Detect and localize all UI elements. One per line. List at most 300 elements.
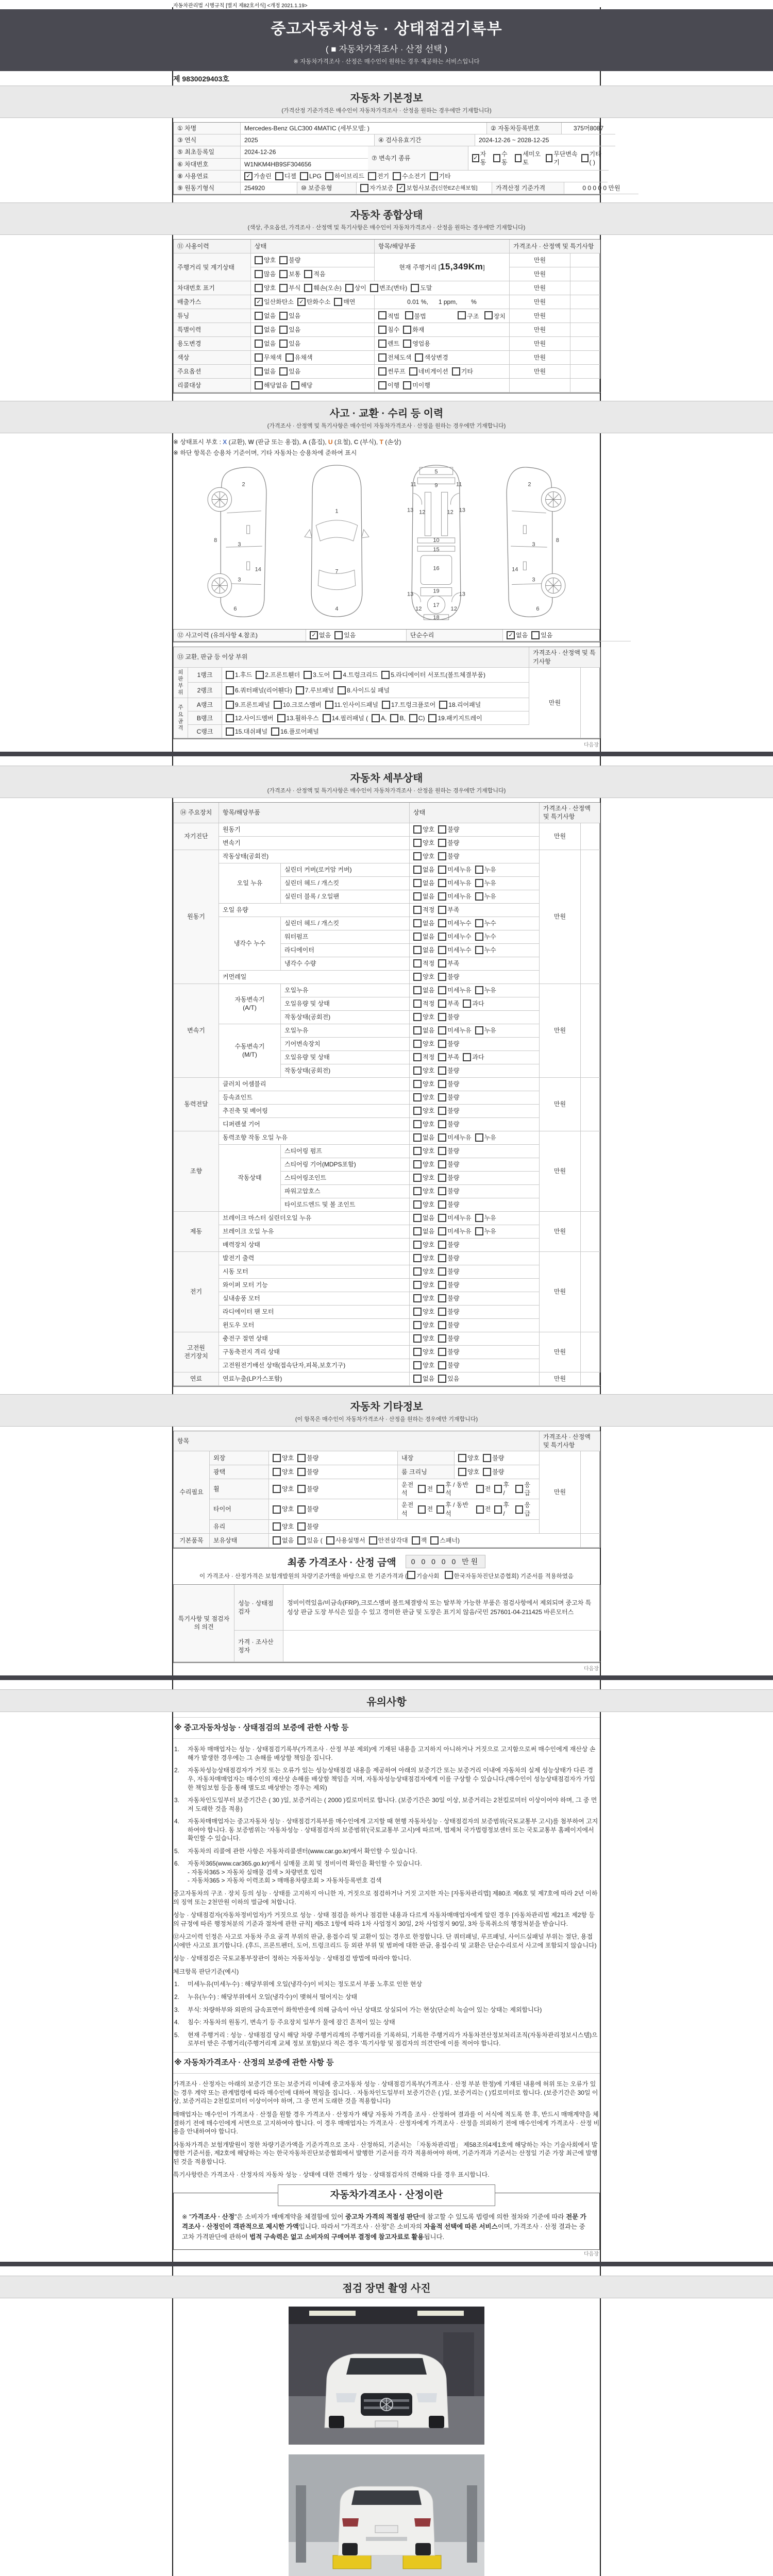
checkbox[interactable]: [484, 311, 493, 319]
checkbox[interactable]: [438, 1294, 446, 1302]
checkbox[interactable]: [378, 311, 386, 319]
price-cell: 만원: [540, 1372, 581, 1386]
checkbox[interactable]: [279, 312, 288, 320]
table-cell: 침수 화재: [375, 323, 510, 337]
checkbox[interactable]: [413, 1308, 422, 1316]
checkbox[interactable]: [415, 353, 423, 362]
checkbox[interactable]: [438, 1214, 446, 1222]
notice-text: 중고자동차의 구조 · 장치 등의 성능 · 상태를 고지하지 아니한 자, 거짓으로 점검하거나 거짓 고지한 자는 [자동차관리법] 제80조 제6호 및 제7호에 따라 2년 이하의 징역 또는 2천만원 이하의 벌금에 처합니다.: [173, 1890, 598, 1906]
checkbox[interactable]: [483, 1454, 491, 1462]
checkbox[interactable]: [438, 839, 446, 847]
table-cell: ⑤ 최초등록일: [174, 146, 241, 158]
final-price-label: 최종 가격조사 · 산정 금액: [287, 1557, 396, 1568]
checkbox[interactable]: [418, 1505, 426, 1514]
checkbox[interactable]: [438, 1321, 446, 1329]
checkbox[interactable]: [413, 973, 422, 981]
checkbox[interactable]: [271, 727, 279, 736]
price-cell: 만원: [510, 309, 570, 323]
price-cell: 만원: [540, 1451, 581, 1534]
checkbox[interactable]: [475, 879, 483, 887]
checkbox-checked[interactable]: ✓: [397, 184, 405, 192]
checkbox[interactable]: [413, 959, 422, 968]
checkbox[interactable]: [413, 1334, 422, 1343]
transmission-type-value: ✓ 자동 수동 세미오토 무단변속기 기타 ( ): [468, 146, 609, 170]
state-cell: 양호 불량: [410, 1306, 540, 1319]
checkbox[interactable]: [255, 326, 263, 334]
checkbox[interactable]: [255, 353, 263, 362]
state-cell: 없음 미세누유 누유: [410, 1024, 540, 1038]
checkbox[interactable]: [515, 1505, 523, 1514]
notice-subhead-1: ※ 중고자동차성능 · 상태점검의 보증에 관한 사항 등: [173, 1717, 600, 1739]
etc-group-label: 수리필요: [174, 1451, 210, 1534]
item-group-label: 자동변속기 (A/T): [219, 984, 281, 1024]
checkbox[interactable]: [273, 1522, 281, 1531]
checkbox[interactable]: [438, 1147, 446, 1155]
panel-number: 17: [433, 602, 440, 608]
checkbox[interactable]: [438, 946, 446, 954]
checkbox[interactable]: [413, 1281, 422, 1289]
table-cell: [570, 337, 600, 351]
basic-info-table: [173, 122, 620, 195]
state-cell: 없음 미세누수 누수: [410, 944, 540, 957]
column-header: ⑪ 사용이력: [174, 240, 251, 253]
checkbox[interactable]: [413, 866, 422, 874]
checkbox[interactable]: [372, 714, 380, 722]
price-cell: 만원: [540, 984, 581, 1078]
checkbox[interactable]: [438, 892, 446, 901]
checkbox[interactable]: [413, 1093, 422, 1101]
item-label: 스티어링 기어(MDPS포함): [281, 1158, 410, 1172]
checkbox[interactable]: [445, 1571, 453, 1579]
checkbox[interactable]: [413, 946, 422, 954]
checkbox[interactable]: [226, 671, 234, 679]
state-cell: 양호 불량: [410, 1091, 540, 1105]
etc-info-table: [173, 1431, 600, 1549]
checkbox[interactable]: [411, 284, 419, 292]
checkbox[interactable]: [226, 727, 234, 736]
checkbox[interactable]: [405, 311, 413, 319]
checkbox[interactable]: [279, 270, 288, 278]
checkbox[interactable]: [297, 1536, 306, 1545]
checkbox[interactable]: [438, 919, 446, 927]
checkbox[interactable]: [430, 1536, 439, 1545]
checkbox[interactable]: [438, 1013, 446, 1021]
checkbox[interactable]: [407, 1571, 415, 1579]
checkbox[interactable]: [378, 326, 386, 334]
checkbox[interactable]: [279, 367, 288, 376]
rank-label: A랭크: [188, 698, 222, 711]
checkbox[interactable]: [483, 1468, 491, 1476]
checkbox[interactable]: [436, 1485, 444, 1493]
checkbox[interactable]: [297, 1522, 306, 1531]
checkbox[interactable]: [413, 1375, 422, 1383]
checkbox[interactable]: [438, 1375, 446, 1383]
checkbox[interactable]: [255, 340, 263, 348]
table-cell: ⑩ 보증유형: [297, 182, 357, 194]
checkbox[interactable]: [273, 1536, 281, 1545]
checkbox[interactable]: [297, 1454, 306, 1462]
checkbox[interactable]: [338, 686, 346, 694]
checkbox[interactable]: [438, 973, 446, 981]
checkbox[interactable]: [255, 284, 263, 292]
checkbox[interactable]: [438, 999, 446, 1008]
price-cell: 만원: [540, 850, 581, 984]
checkbox[interactable]: [413, 1013, 422, 1021]
checkbox[interactable]: [463, 1053, 471, 1061]
checkbox[interactable]: [493, 154, 500, 162]
checkbox[interactable]: [273, 1505, 281, 1514]
checkbox[interactable]: [403, 326, 411, 334]
checkbox[interactable]: [463, 999, 471, 1008]
checkbox[interactable]: [475, 1214, 483, 1222]
checkbox[interactable]: [304, 284, 312, 292]
checkbox[interactable]: [390, 714, 398, 722]
engine-type-value: 254920: [241, 182, 297, 194]
checkbox-checked[interactable]: ✓: [507, 631, 515, 639]
checkbox[interactable]: [546, 154, 553, 162]
state-cell: 양호 불량: [410, 1172, 540, 1185]
checkbox[interactable]: [226, 714, 234, 722]
checkbox[interactable]: [458, 1468, 466, 1476]
checkbox[interactable]: [438, 959, 446, 968]
checkbox[interactable]: [381, 671, 390, 679]
checkbox[interactable]: [413, 1254, 422, 1262]
checkbox[interactable]: [323, 714, 331, 722]
checkbox[interactable]: [409, 714, 417, 722]
checkbox[interactable]: [279, 340, 288, 348]
checkbox-checked[interactable]: ✓: [297, 298, 306, 306]
checkbox[interactable]: [458, 1454, 466, 1462]
checkbox[interactable]: [413, 999, 422, 1008]
checkbox[interactable]: [476, 1505, 484, 1514]
checkbox[interactable]: [438, 825, 446, 834]
valuation-box-text: ※ "가격조사 · 산정"은 소비자가 매매계약을 체결함에 있어 중고차 가격의 적절성 판단에 참고할 수 있도록 법령에 의한 절차와 기준에 따라 전문 가격조사 · 산정인이 객관적으로 제시한 가액입니다. 따라서 "가격조사 · 산정"은 소비자의 자율적 선택에 따른 서비스이며, 가격조사 · 산정 결과는 중고차 가격판단에 관하여 법적 구속력은 없고 소비자의 구매여부 결정에 참고자료로 활용됩니다.: [182, 2213, 586, 2241]
checkbox[interactable]: [255, 312, 263, 320]
inspection-period-value: 2024-12-26 ~ 2028-12-25: [475, 134, 615, 146]
checkbox[interactable]: [297, 1468, 306, 1476]
checkbox[interactable]: [413, 1200, 422, 1209]
checkbox[interactable]: [277, 714, 285, 722]
checkbox[interactable]: [291, 381, 299, 389]
rank-label: 1랭크: [188, 668, 222, 683]
table-cell: [570, 365, 600, 379]
table-cell: 양호 부식 훼손(오손) 상이 변조(변타) 도말: [251, 281, 510, 295]
checkbox[interactable]: [378, 367, 386, 376]
checkbox[interactable]: [413, 1174, 422, 1182]
checkbox[interactable]: [438, 1066, 446, 1075]
checkbox[interactable]: [226, 701, 234, 709]
checkbox[interactable]: [475, 892, 483, 901]
item-label: 오일유량 및 상태: [281, 1051, 410, 1064]
notice-text: 매매업자는 매수인이 가격조사 · 산정을 원할 경우 가격조사 · 산정자가 해당 자동차 가격을 조사 · 산정하여 결과를 이 서식에 적도록 한 후, 반드시 매매계약을 체결하기 전에 매수인에게 서면으로 고지하여야 합니다. 이 경우 매매업자는 가격조사 · 산정자에게 가격조사 · 산정을 의뢰하기 전에 매수인에게 가격조사 · 산정 비용을 안내하여야 합니다.: [173, 2111, 600, 2136]
checkbox[interactable]: [438, 1040, 446, 1048]
table-cell: 없음 있음: [251, 337, 375, 351]
checkbox[interactable]: [475, 933, 483, 941]
checkbox[interactable]: [255, 256, 263, 264]
checkbox[interactable]: [531, 631, 540, 639]
inspection-photo-front: [173, 2307, 600, 2447]
checkbox[interactable]: [325, 172, 333, 180]
checkbox[interactable]: [360, 184, 368, 192]
table-cell: 양호 불량: [269, 1520, 540, 1534]
checkbox[interactable]: [413, 1348, 422, 1356]
valuation-info-box: [173, 2189, 600, 2250]
checkbox[interactable]: [300, 172, 308, 180]
checkbox[interactable]: [326, 1536, 334, 1545]
checkbox[interactable]: [334, 631, 343, 639]
first-registration-value: 2024-12-26: [241, 146, 374, 158]
notice-items: [173, 1745, 600, 1885]
checkbox[interactable]: [413, 1133, 422, 1142]
checkbox[interactable]: [438, 1200, 446, 1209]
checkbox[interactable]: [413, 933, 422, 941]
car-diagrams: [173, 463, 600, 624]
checkbox[interactable]: [438, 1160, 446, 1168]
checkbox[interactable]: [413, 839, 422, 847]
panel-number: 2: [242, 481, 245, 488]
checkbox[interactable]: [475, 1026, 483, 1035]
checkbox[interactable]: [438, 1241, 446, 1249]
checkbox[interactable]: [413, 986, 422, 994]
table-cell: 양호 불량: [455, 1465, 540, 1479]
state-cell: 양호 불량: [410, 1346, 540, 1359]
rank-items: 15.대쉬패널 16.플로어패널: [222, 725, 529, 738]
row-label: 리콜대상: [174, 379, 251, 393]
checkbox[interactable]: [413, 1080, 422, 1088]
checkbox-checked[interactable]: ✓: [310, 631, 318, 639]
table-cell: 썬루프 네비게이션 기타: [375, 365, 510, 379]
checkbox[interactable]: [297, 1485, 306, 1493]
checkbox[interactable]: [515, 154, 522, 162]
state-cell: 양호 불량: [410, 1078, 540, 1091]
panel-rank-table: [173, 647, 600, 739]
checkbox[interactable]: [475, 866, 483, 874]
checkbox[interactable]: [438, 1348, 446, 1356]
state-cell: 없음 미세누유 누유: [410, 1212, 540, 1225]
checkbox[interactable]: [413, 1227, 422, 1235]
table-cell: 무채색 유채색: [251, 351, 375, 365]
state-code: W: [248, 438, 254, 446]
checkbox-checked[interactable]: ✓: [244, 172, 253, 180]
checkbox[interactable]: [475, 946, 483, 954]
checkbox[interactable]: [438, 1120, 446, 1128]
checkbox[interactable]: [413, 1040, 422, 1048]
table-cell: 양호 불량: [269, 1479, 398, 1499]
checkbox[interactable]: [438, 1281, 446, 1289]
table-cell: [570, 323, 600, 337]
notice-text: 누유(누수) : 해당부위에서 오일(냉각수)이 맺혀서 떨어지는 상태: [188, 1993, 358, 2001]
checkbox[interactable]: [275, 172, 283, 180]
checkbox[interactable]: [413, 1187, 422, 1195]
table-cell: ⑨ 원동기형식: [174, 182, 241, 194]
checkbox[interactable]: [438, 906, 446, 914]
checkbox[interactable]: [413, 1160, 422, 1168]
checkbox[interactable]: [279, 326, 288, 334]
checkbox[interactable]: [368, 172, 376, 180]
checkbox[interactable]: [413, 1214, 422, 1222]
notice-text: 자동차성능상태점검자가 거짓 또는 오류가 있는 성능상태점검 내용을 제공하여 아래의 보증기간 또는 보증거리 이내에 자동차의 실제 성능상태가 다른 경우, 자동차매매업자는 매수인의 재산상 손해를 배상할 책임을 지며, 자동차성능상태점검자에게 이를 구상할 수 있습니다.(매수인이 성능상태점검자가 가입한 책임보험 등을 통해 별도로 배상받는 경우는 제외): [188, 1767, 595, 1791]
checkbox[interactable]: [255, 381, 263, 389]
checkbox[interactable]: [438, 1174, 446, 1182]
row-label: 튜닝: [174, 309, 251, 323]
row-label: 주요옵션: [174, 365, 251, 379]
state-cell: 양호 불량: [410, 1185, 540, 1198]
checkbox[interactable]: [412, 1536, 420, 1545]
checkbox[interactable]: [285, 353, 294, 362]
checkbox[interactable]: [438, 1227, 446, 1235]
checkbox[interactable]: [430, 172, 438, 180]
checkbox[interactable]: [413, 879, 422, 887]
checkbox[interactable]: [413, 919, 422, 927]
checkbox[interactable]: [428, 714, 436, 722]
checkbox[interactable]: [476, 1485, 484, 1493]
checkbox[interactable]: [273, 1454, 281, 1462]
checkbox[interactable]: [438, 866, 446, 874]
checkbox[interactable]: [438, 1187, 446, 1195]
checkbox[interactable]: [438, 879, 446, 887]
checkbox[interactable]: [369, 1536, 377, 1545]
checkbox[interactable]: [515, 1485, 523, 1493]
checkbox[interactable]: [413, 1321, 422, 1329]
panel-number: 3: [532, 541, 535, 548]
checkbox[interactable]: [438, 1267, 446, 1276]
item-label: 스티어링조인트: [281, 1172, 410, 1185]
checkbox[interactable]: [297, 1505, 306, 1514]
checkbox[interactable]: [413, 892, 422, 901]
checkbox[interactable]: [438, 1107, 446, 1115]
checkbox[interactable]: [438, 852, 446, 860]
checkbox[interactable]: [304, 270, 312, 278]
checkbox[interactable]: [458, 311, 466, 319]
odometer-value: 15,349Km: [440, 262, 483, 272]
checkbox[interactable]: [403, 381, 411, 389]
checkbox[interactable]: [334, 298, 342, 306]
checkbox[interactable]: [413, 1267, 422, 1276]
checkbox[interactable]: [273, 1485, 281, 1493]
checkbox[interactable]: [413, 1066, 422, 1075]
checkbox[interactable]: [413, 1241, 422, 1249]
notice-text: 자동차가격은 보험개발원이 정한 차량기준가액을 기준가격으로 조사 · 산정하되, 기준서는 「자동차관리법」 제58조의4제1호에 해당하는 자는 기술사회에서 발행한 기준서를, 제2호에 해당하는 자는 한국자동차진단보증협회에서 발행한 기준서를 각각 적용하여야 하며, 기준가격과 기준서는 산정일 기준 가장 최근에 발행된 것을 적용합니다.: [173, 2141, 598, 2165]
checkbox[interactable]: [409, 367, 417, 376]
checkbox[interactable]: [304, 671, 312, 679]
checkbox[interactable]: [296, 686, 304, 694]
checkbox[interactable]: [413, 1053, 422, 1061]
checkbox[interactable]: [413, 1361, 422, 1369]
checkbox[interactable]: [436, 1505, 444, 1514]
item-label: 구동축전지 격리 상태: [219, 1346, 410, 1359]
checkbox[interactable]: [438, 1254, 446, 1262]
checkbox[interactable]: [393, 172, 401, 180]
checkbox[interactable]: [255, 270, 263, 278]
checkbox[interactable]: [382, 701, 390, 709]
simple-repair-label: 단순수리: [407, 630, 503, 641]
checkbox[interactable]: [413, 1120, 422, 1128]
checkbox[interactable]: [279, 284, 288, 292]
checkbox[interactable]: [325, 701, 333, 709]
device-label: 제동: [174, 1212, 219, 1252]
checkbox[interactable]: [413, 1294, 422, 1302]
checkbox[interactable]: [438, 1080, 446, 1088]
checkbox[interactable]: [438, 986, 446, 994]
checkbox[interactable]: [273, 1468, 281, 1476]
checkbox[interactable]: [279, 256, 288, 264]
checkbox[interactable]: [345, 284, 354, 292]
checkbox[interactable]: [475, 919, 483, 927]
section-accident-title: 사고 · 교환 · 수리 등 이력: [329, 408, 444, 420]
checkbox[interactable]: [226, 686, 234, 694]
checkbox[interactable]: [438, 1026, 446, 1035]
checkbox[interactable]: [438, 933, 446, 941]
checkbox[interactable]: [255, 367, 263, 376]
checkbox[interactable]: [378, 340, 386, 348]
checkbox[interactable]: [581, 154, 589, 162]
checkbox[interactable]: [413, 1026, 422, 1035]
checkbox[interactable]: [438, 1053, 446, 1061]
checkbox[interactable]: [378, 381, 386, 389]
state-cell: 양호 불량: [410, 1265, 540, 1279]
notice-paragraphs: [173, 1889, 600, 1963]
checkbox[interactable]: [418, 1485, 426, 1493]
checkbox[interactable]: [413, 852, 422, 860]
checkbox[interactable]: [494, 1505, 502, 1514]
item-label: 클러치 어셈블리: [219, 1078, 410, 1091]
checkbox[interactable]: [413, 906, 422, 914]
table-cell: [581, 1534, 600, 1548]
checkbox[interactable]: [378, 353, 386, 362]
checkbox[interactable]: [413, 1147, 422, 1155]
checkbox[interactable]: [475, 986, 483, 994]
item-label: 작동상태(공회전): [281, 1011, 410, 1024]
checkbox[interactable]: [333, 671, 342, 679]
row-label: 주행거리 및 계기상태: [174, 253, 251, 281]
checkbox[interactable]: [452, 367, 460, 376]
checkbox[interactable]: [438, 1093, 446, 1101]
checkbox[interactable]: [475, 1227, 483, 1235]
warranty-type-value: 자가보증 ✓ 보험사보증 [신한EZ손해보험]: [357, 182, 492, 194]
price-cell: 만원: [529, 668, 581, 739]
checkbox[interactable]: [256, 671, 264, 679]
remarks-label: 특기사항 및 점검자의 의견: [174, 1585, 234, 1662]
checkbox[interactable]: [438, 1334, 446, 1343]
checkbox[interactable]: [439, 701, 447, 709]
checkbox[interactable]: [413, 825, 422, 834]
checkbox[interactable]: [438, 1361, 446, 1369]
price-cell: 만원: [510, 281, 570, 295]
checkbox[interactable]: [494, 1485, 502, 1493]
checkbox[interactable]: [370, 284, 378, 292]
item-group-label: 작동상태: [219, 1145, 281, 1212]
notice-subhead-2: ※ 자동차가격조사 · 산정의 보증에 관한 사항 등: [173, 2052, 600, 2074]
item-label: 변속기: [219, 837, 410, 850]
checkbox[interactable]: [403, 340, 411, 348]
checkbox[interactable]: [438, 1308, 446, 1316]
notice-text: 자동차매매업자는 중고자동차 성능 · 상태점검기록부를 매수인에게 고지할 때 현행 자동차성능 · 상태점검자의 보증범위(국토교통부 고시)를 첨부하여 고지하여야 합니다. 동 보증범위는 '자동차성능 · 상태점검자의 보증범위'(국토교통부 고시)에 따르며, 법제처 국가법령정보센터 또는 국토교통부 홈페이지에서 확인할 수 있습니다.: [188, 1818, 598, 1842]
checkbox-checked[interactable]: ✓: [255, 298, 263, 306]
item-label: 윈도우 모터: [219, 1319, 410, 1332]
car-diagram-bottom: [394, 463, 479, 624]
checkbox[interactable]: [438, 1133, 446, 1142]
table-cell: [581, 1451, 600, 1534]
table-cell: ✓ 일산화탄소 ✓ 탄화수소 매연: [251, 295, 375, 309]
checkbox-checked[interactable]: ✓: [472, 154, 479, 162]
item-label: 파워고압호스: [281, 1185, 410, 1198]
rank-label: B랭크: [188, 711, 222, 725]
checkbox[interactable]: [413, 1107, 422, 1115]
panel-number: 4: [335, 606, 339, 613]
checkbox[interactable]: [274, 701, 282, 709]
final-price-note: 이 가격조사 · 산정가격은 보험개발원의 차량기준가액을 바탕으로 한 기준가격과 ( 기술사회 한국자동차진단보증협회) 기준서를 적용하였음: [173, 1571, 600, 1580]
checkbox[interactable]: [475, 1133, 483, 1142]
